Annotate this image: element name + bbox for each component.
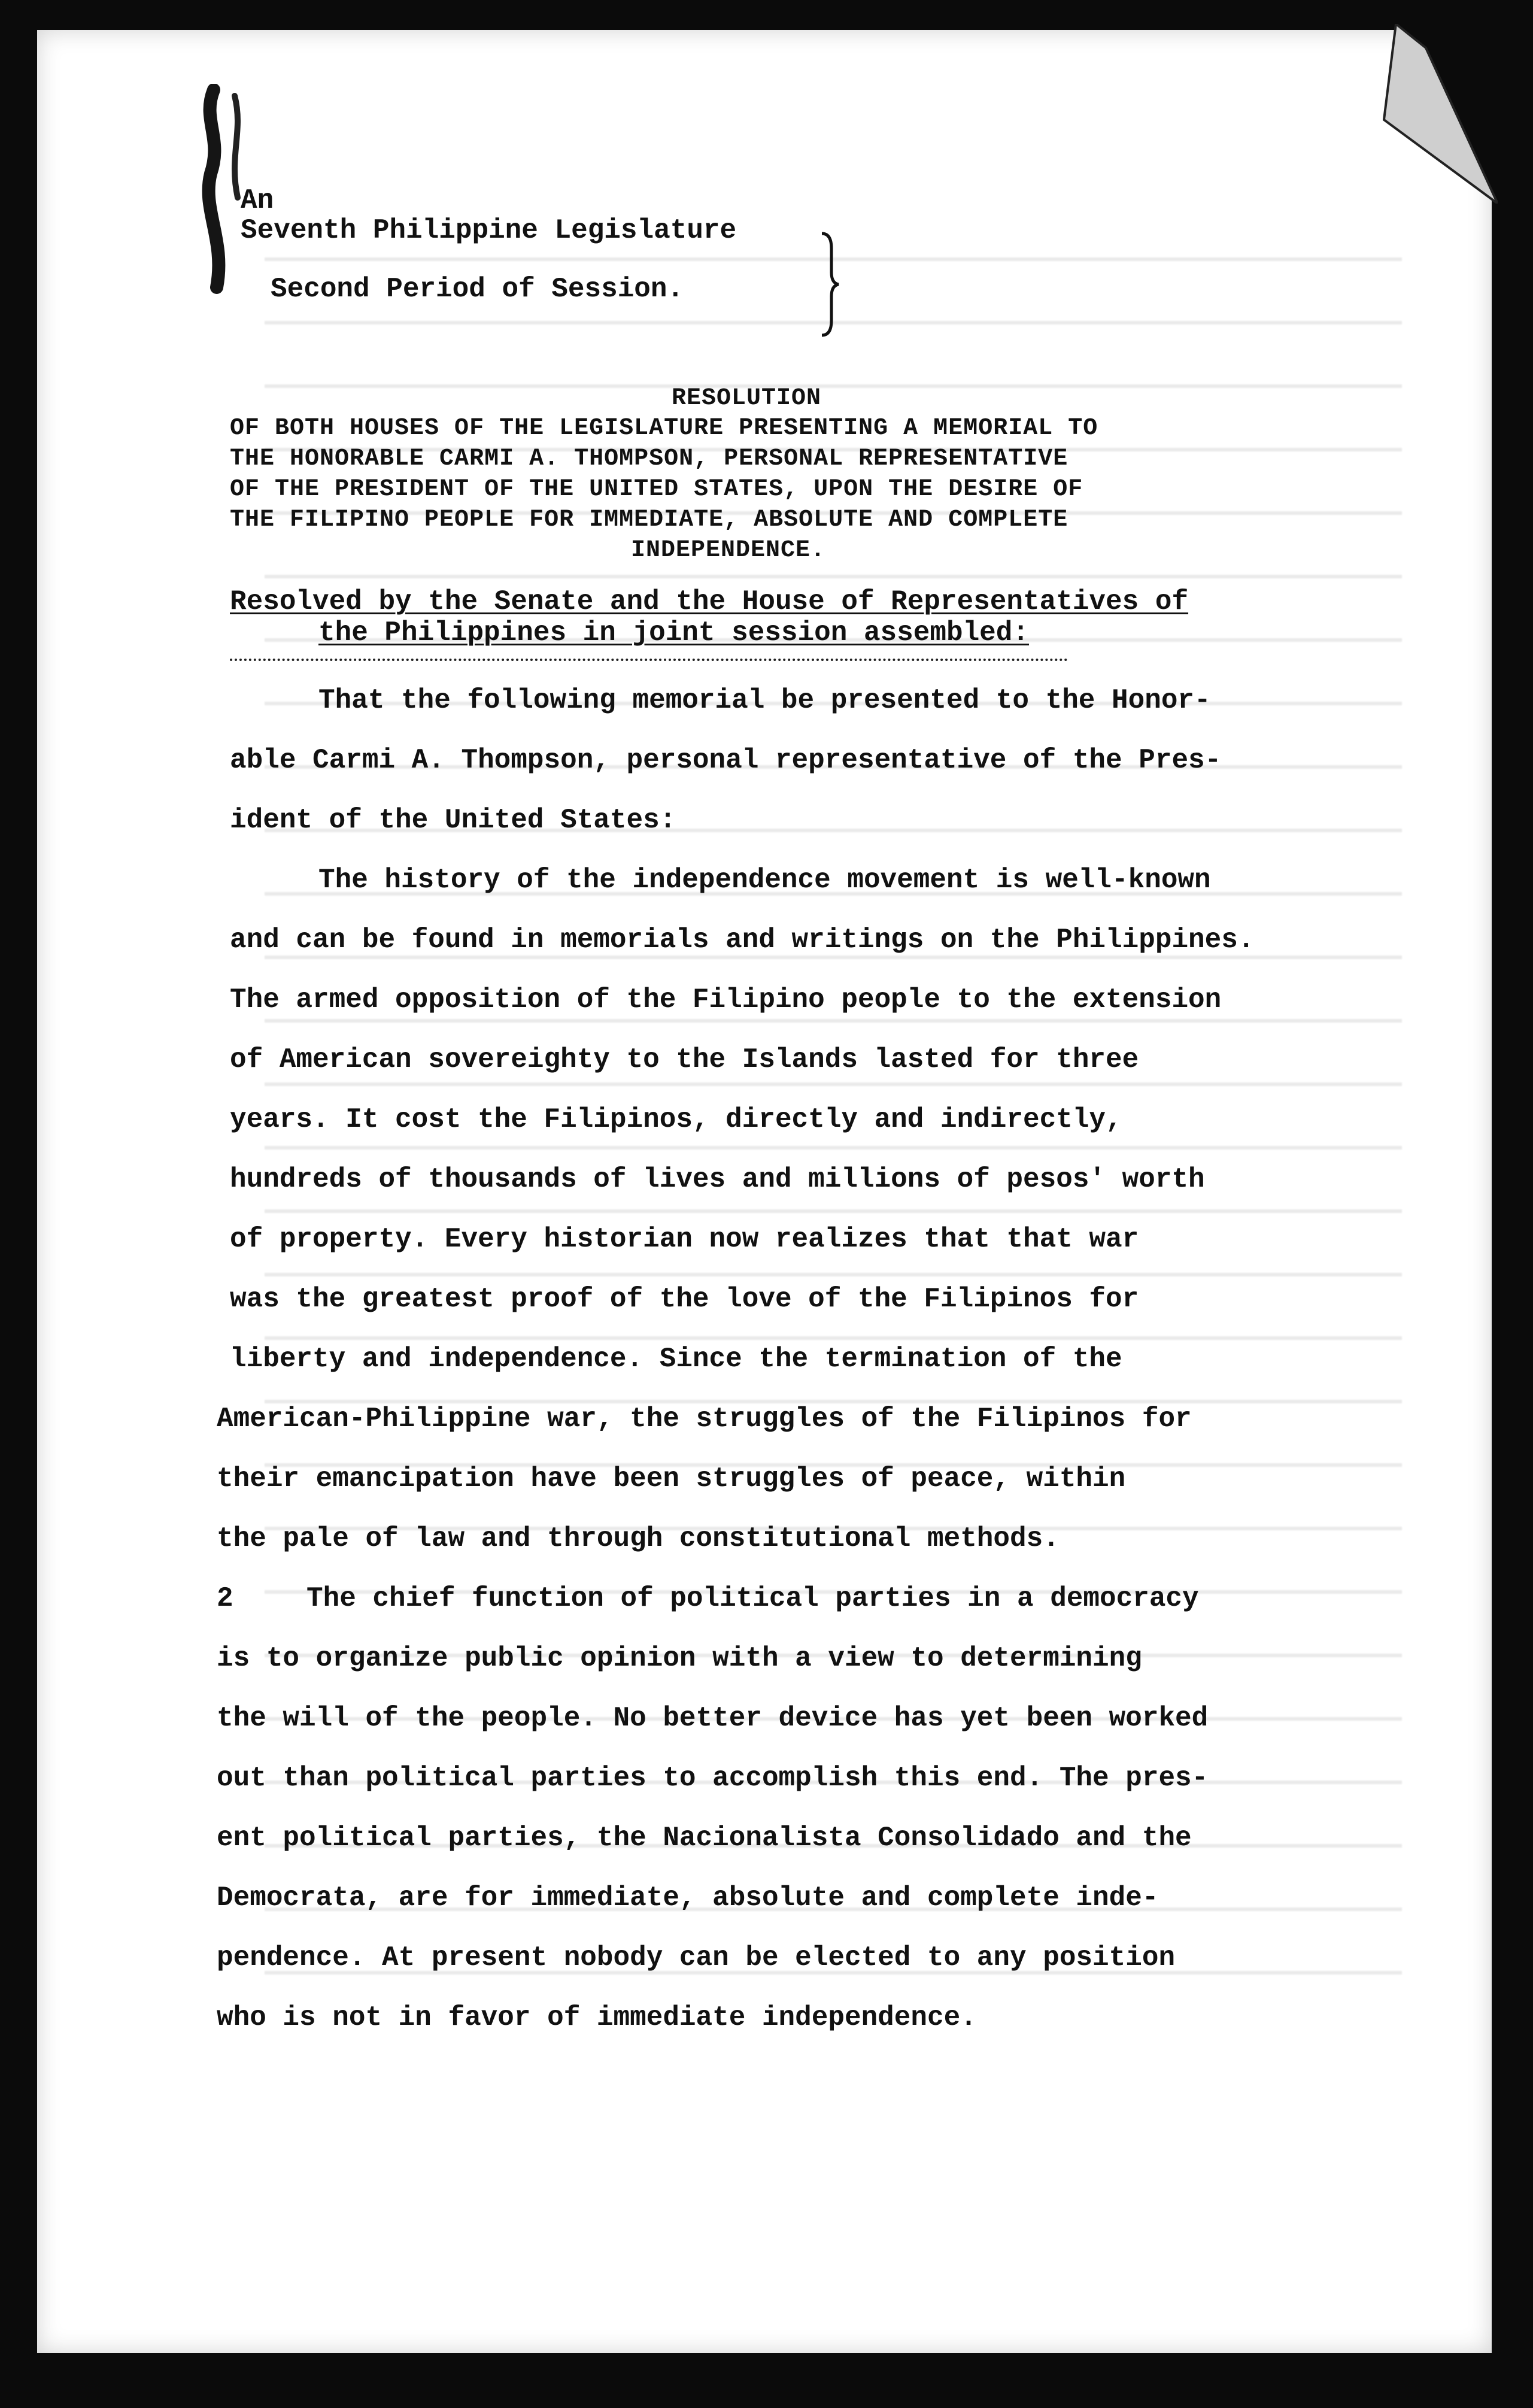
body-line-6: The armed opposition of the Filipino people to the extension bbox=[230, 984, 1222, 1015]
body-line-23: who is not in favor of immediate independence. bbox=[217, 2002, 977, 2033]
resolution-title-line-2: THE HONORABLE CARMI A. THOMPSON, PERSONAL REPRESENTATIVE bbox=[230, 445, 1068, 472]
dotted-rule bbox=[230, 659, 1068, 661]
resolution-title-line-5: INDEPENDENCE. bbox=[631, 537, 826, 564]
body-line-4: The history of the independence movement is well-known bbox=[318, 865, 1211, 896]
resolution-heading: RESOLUTION bbox=[672, 385, 822, 412]
body-line-13: American-Philippine war, the struggles of the Filipinos for bbox=[217, 1403, 1192, 1435]
document-page bbox=[37, 30, 1492, 2353]
resolution-title-line-4: THE FILIPINO PEOPLE FOR IMMEDIATE, ABSOLUTE AND COMPLETE bbox=[230, 507, 1068, 533]
body-line-20: ent political parties, the Nacionalista Consolidado and the bbox=[217, 1822, 1192, 1854]
body-line-2: able Carmi A. Thompson, personal representative of the Pres- bbox=[230, 745, 1222, 776]
body-line-3: ident of the United States: bbox=[230, 805, 676, 836]
header-line-2: Seventh Philippine Legislature bbox=[241, 215, 737, 246]
body-line-10: of property. Every historian now realizes that that war bbox=[230, 1224, 1139, 1255]
body-line-19: out than political parties to accomplish this end. The pres- bbox=[217, 1763, 1209, 1794]
body-line-5: and can be found in memorials and writings on the Philippines. bbox=[230, 924, 1255, 956]
resolution-title-line-1: OF BOTH HOUSES OF THE LEGISLATURE PRESENTING A MEMORIAL TO bbox=[230, 415, 1098, 442]
body-line-8: years. It cost the Filipinos, directly and indirectly, bbox=[230, 1104, 1122, 1135]
body-line-11: was the greatest proof of the love of the Filipinos for bbox=[230, 1284, 1139, 1315]
body-line-12: liberty and independence. Since the termination of the bbox=[230, 1343, 1122, 1375]
body-line-9: hundreds of thousands of lives and millions of pesos' worth bbox=[230, 1164, 1205, 1195]
header-line-3: Second Period of Session. bbox=[271, 274, 684, 305]
body-line-17: is to organize public opinion with a view to determining bbox=[217, 1643, 1142, 1674]
folded-corner bbox=[1360, 24, 1498, 204]
body-line-15: the pale of law and through constitutional methods. bbox=[217, 1523, 1060, 1554]
resolved-line-1: Resolved by the Senate and the House of Representatives of bbox=[230, 586, 1189, 617]
header-line-1: An bbox=[241, 185, 274, 216]
body-line-18: the will of the people. No better device has yet been worked bbox=[217, 1703, 1209, 1734]
body-line-14: their emancipation have been struggles of peace, within bbox=[217, 1463, 1126, 1494]
body-line-7: of American sovereighty to the Islands lasted for three bbox=[230, 1044, 1139, 1075]
body-line-1: That the following memorial be presented to the Honor- bbox=[318, 685, 1211, 716]
resolved-line-2: the Philippines in joint session assembled: bbox=[318, 617, 1029, 648]
body-line-21: Democrata, are for immediate, absolute and complete inde- bbox=[217, 1882, 1159, 1913]
paragraph-number-2: 2 bbox=[217, 1583, 233, 1614]
right-brace-symbol bbox=[818, 231, 842, 338]
resolution-title-line-3: OF THE PRESIDENT OF THE UNITED STATES, UPON THE DESIRE OF bbox=[230, 476, 1083, 503]
body-line-22: pendence. At present nobody can be elected to any position bbox=[217, 1942, 1176, 1973]
body-line-16: The chief function of political parties in a democracy bbox=[306, 1583, 1199, 1614]
